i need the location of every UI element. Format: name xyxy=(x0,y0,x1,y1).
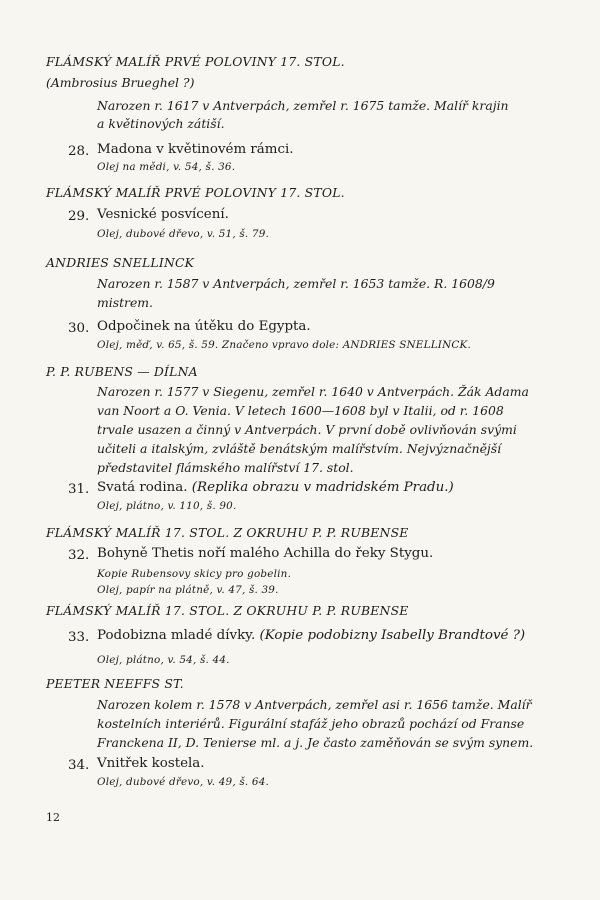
artwork-details: Olej, měď, v. 65, š. 59. Značeno vpravo dole: ANDRIES SNELLINCK. xyxy=(97,339,472,351)
catalog-number: 31. xyxy=(68,482,90,497)
catalog-number: 28. xyxy=(68,144,90,159)
artwork-details: Olej, plátno, v. 54, š. 44. xyxy=(97,654,230,666)
artwork-title: Vesnické posvícení. xyxy=(97,207,229,222)
artwork-title: Svatá rodina. (Replika obrazu v madridském Pradu.) xyxy=(97,480,454,495)
artist-attribution: (Ambrosius Brueghel ?) xyxy=(46,75,195,90)
artist-heading: FLÁMSKÝ MALÍŘ PRVÉ POLOVINY 17. STOL. xyxy=(46,185,345,200)
catalog-number: 29. xyxy=(68,209,90,224)
artist-bio-line: Narozen kolem r. 1578 v Antverpách, zemřel asi r. 1656 tamže. Malíř xyxy=(97,697,532,712)
artwork-title: Madona v květinovém rámci. xyxy=(97,142,294,157)
artist-heading: FLÁMSKÝ MALÍŘ 17. STOL. Z OKRUHU P. P. RUBENSE xyxy=(46,525,409,540)
artist-bio-line: a květinových zátiší. xyxy=(97,116,225,131)
catalog-number: 30. xyxy=(68,321,90,336)
artwork-details: Olej, plátno, v. 110, š. 90. xyxy=(97,500,237,512)
artist-bio-line: kostelních interiérů. Figurální stafáž jeho obrazů pochází od Franse xyxy=(97,716,525,731)
catalog-number: 34. xyxy=(68,758,90,773)
artist-bio-line: trvale usazen a činný v Antverpách. V první době ovlivňován svými xyxy=(97,422,517,437)
artist-bio-line: mistrem. xyxy=(97,295,153,310)
artist-bio-line: učiteli a italským, zvláště benátským malířstvím. Nejvýznačnější xyxy=(97,441,502,456)
artist-bio-line: Narozen r. 1617 v Antverpách, zemřel r. 1675 tamže. Malíř krajin xyxy=(97,98,509,113)
artwork-details: Kopie Rubensovy skicy pro gobelin. xyxy=(97,568,292,580)
artist-bio-line: van Noort a O. Venia. V letech 1600—1608 byl v Italii, od r. 1608 xyxy=(97,403,504,418)
page-number: 12 xyxy=(46,811,60,824)
artwork-details: Olej, dubové dřevo, v. 51, š. 79. xyxy=(97,228,270,240)
artist-bio-line: Narozen r. 1587 v Antverpách, zemřel r. 1653 tamže. R. 1608/9 xyxy=(97,276,495,291)
artist-heading: P. P. RUBENS — DÍLNA xyxy=(46,364,198,379)
catalog-number: 33. xyxy=(68,630,90,645)
artwork-title: Bohyně Thetis noří malého Achilla do řeky Stygu. xyxy=(97,546,434,561)
artist-bio-line: Narozen r. 1577 v Siegenu, zemřel r. 1640 v Antverpách. Žák Adama xyxy=(97,384,529,399)
artwork-details: Olej na mědi, v. 54, š. 36. xyxy=(97,161,236,173)
artwork-title: Vnitřek kostela. xyxy=(97,756,205,771)
artist-heading: FLÁMSKÝ MALÍŘ PRVÉ POLOVINY 17. STOL. xyxy=(46,54,345,69)
artwork-details: Olej, dubové dřevo, v. 49, š. 64. xyxy=(97,776,270,788)
artwork-details: Olej, papír na plátně, v. 47, š. 39. xyxy=(97,584,279,596)
artist-bio-line: Franckena II, D. Tenierse ml. a j. Je často zaměňován se svým synem. xyxy=(97,735,534,750)
artist-heading: FLÁMSKÝ MALÍŘ 17. STOL. Z OKRUHU P. P. RUBENSE xyxy=(46,603,409,618)
catalog-number: 32. xyxy=(68,548,90,563)
artist-bio-line: představitel flámského malířství 17. stol. xyxy=(97,460,354,475)
artist-heading: ANDRIES SNELLINCK xyxy=(46,255,195,270)
artwork-title: Odpočinek na útěku do Egypta. xyxy=(97,319,311,334)
artist-heading: PEETER NEEFFS ST. xyxy=(46,676,184,691)
artwork-title: Podobizna mladé dívky. (Kopie podobizny Isabelly Brandtové ?) xyxy=(97,628,526,643)
